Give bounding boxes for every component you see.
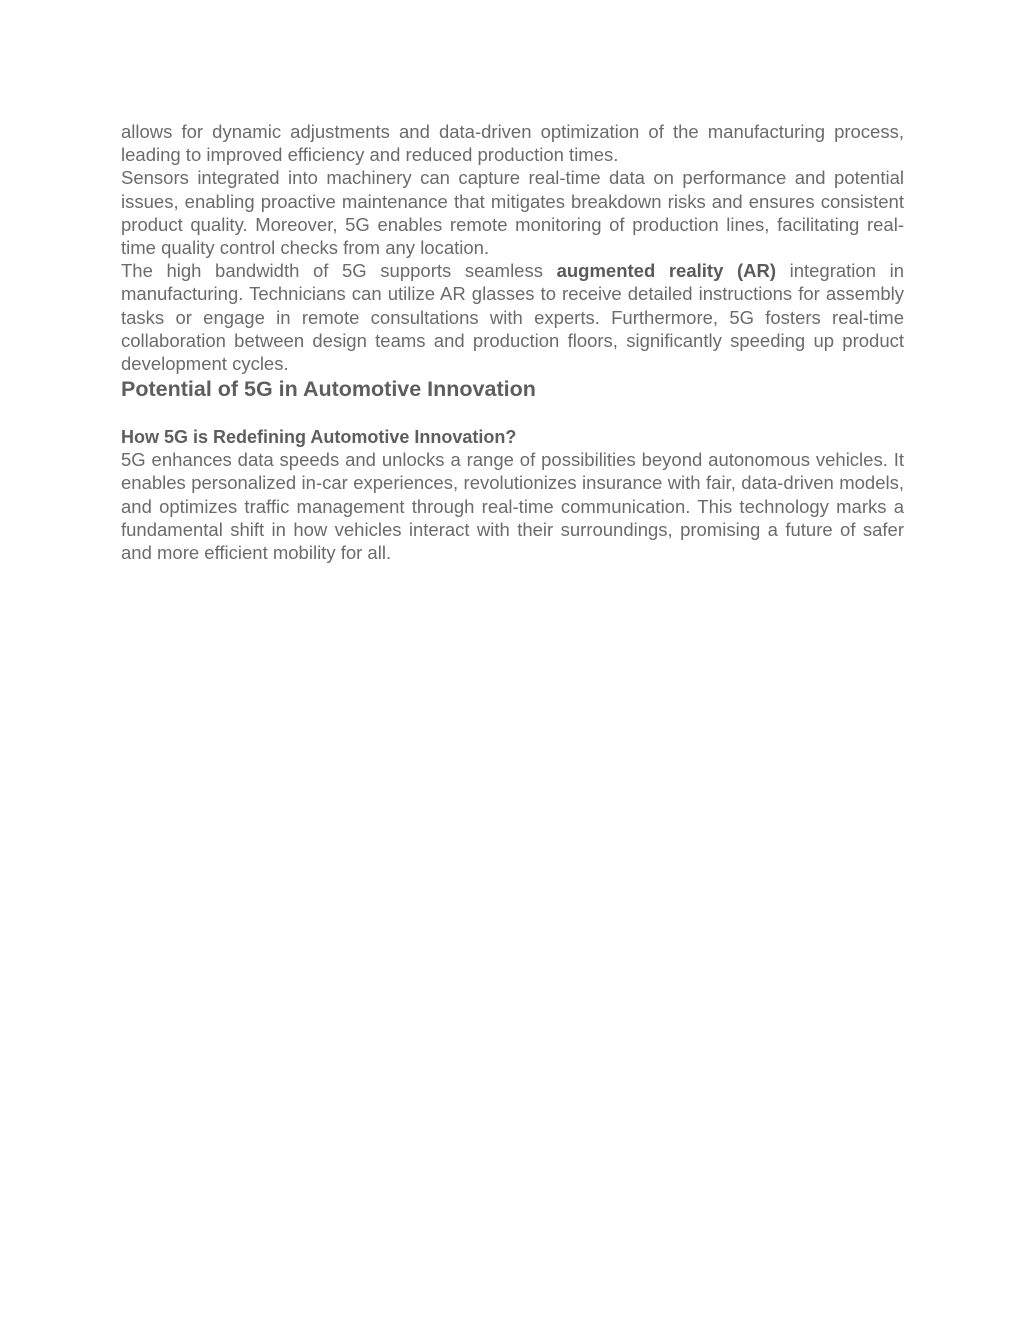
bold-term-augmented-reality: augmented reality (AR) <box>556 260 776 282</box>
section-heading: Potential of 5G in Automotive Innovation <box>121 377 536 402</box>
sub-heading: How 5G is Redefining Automotive Innovation? <box>121 427 517 448</box>
document-page <box>121 120 904 564</box>
paragraph-sensors-maintenance: Sensors integrated into machinery can capture real-time data on performance and potential issues, enabling proactive maintenance that mitigates breakdown risks and ensures consistent product quality. Moreover, 5G enables remote monitoring of production lines, facilitating real-time quality control checks from any location. <box>121 167 904 259</box>
paragraph-manufacturing-optimization: allows for dynamic adjustments and data-driven optimization of the manufacturing process, leading to improved efficiency and reduced production times. <box>121 121 904 166</box>
paragraph-text-segment: The high bandwidth of 5G supports seamless <box>121 260 557 282</box>
paragraph-augmented-reality <box>121 259 904 375</box>
paragraph-text-segment: integration in manufacturing. Technicians can utilize AR glasses to receive detailed instructions for assembly tasks or engage in remote consultations with experts. Furthermore, 5G fosters real-time collaboration between design teams and production floors, significantly speeding up product development cycles. <box>121 260 904 375</box>
paragraph-automotive-innovation: 5G enhances data speeds and unlocks a range of possibilities beyond autonomous vehicles. It enables personalized in-car experiences, revolutionizes insurance with fair, data-driven models, and optimizes traffic management through real-time communication. This technology marks a fundamental shift in how vehicles interact with their surroundings, promising a future of safer and more efficient mobility for all. <box>121 449 904 564</box>
